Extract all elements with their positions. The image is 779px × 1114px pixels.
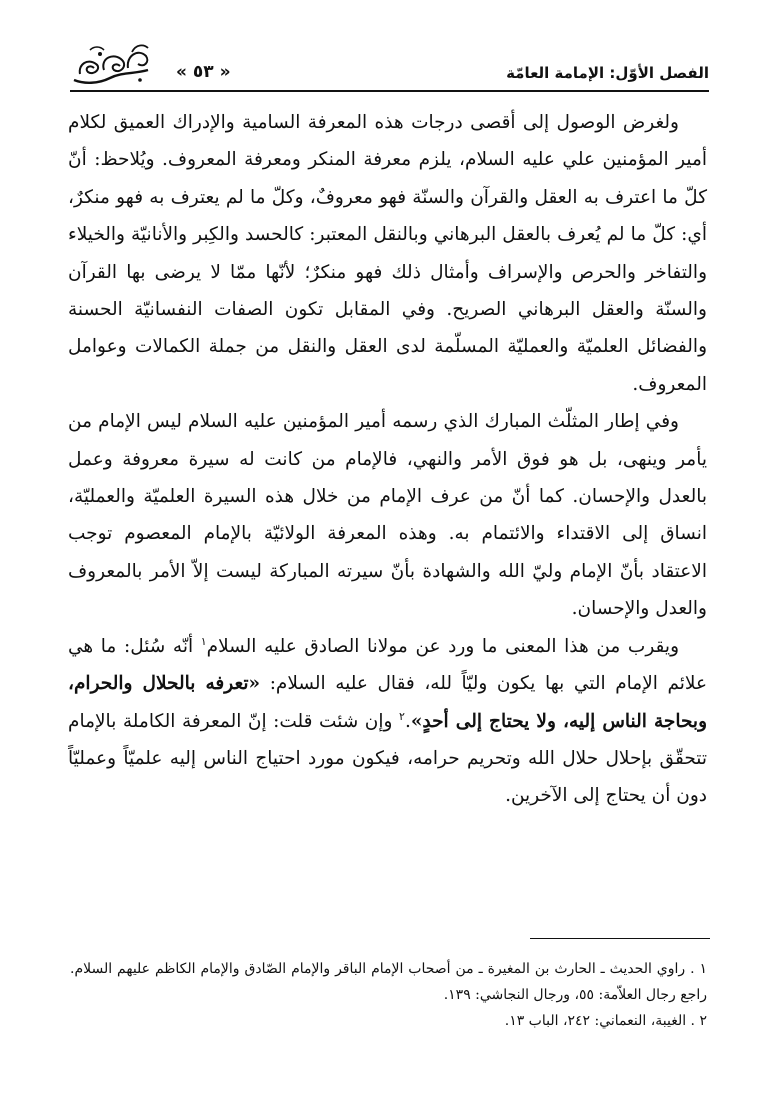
paragraph-3-part-c: .: [404, 710, 411, 732]
footnote-divider: [530, 938, 710, 939]
paragraph-3-part-a: ويقرب من هذا المعنى ما ورد عن مولانا الصادق عليه السلام: [206, 635, 680, 657]
footnote-ref-2[interactable]: ٢: [399, 709, 405, 723]
main-text: [68, 104, 707, 815]
header-left-cluster: [70, 40, 231, 88]
paragraph-3: [68, 628, 707, 815]
footnote-2: ٢ . الغيبة، النعماني: ٢٤٢، الباب ١٣.: [504, 1013, 707, 1029]
calligraphic-ornament-icon: [70, 40, 154, 88]
footnote-1: ١ . راوي الحديث ـ الحارث بن المغيرة ـ من أصحاب الإمام الباقر والإمام الصّادق والإمام الكاظم عليهم السلام. راجع رجال العلاّمة: ٥٥، ورجال النجاشي: ١٣٩.: [70, 961, 707, 1003]
header-divider: [70, 90, 709, 92]
page-header: [70, 36, 709, 88]
running-head: الفصل الأوّل: الإمامة العامّة: [506, 64, 709, 82]
page-number: « ٥٣ »: [176, 62, 231, 82]
paragraph-3-part-d: وإن شئت قلت: إنّ المعرفة الكاملة بالإمام تتحقّق بإحلال حلال الله وتحريم حرامه، فيكون مورد احتياج الناس إليه علميّاً وعمليّاً دون أن يحتاج إلى الآخرين.: [68, 710, 707, 807]
hadith-quote: «تعرفه بالحلال والحرام، وبحاجة الناس إليه، ولا يحتاج إلى أحدٍ»: [68, 673, 707, 732]
paragraph-1: ولغرض الوصول إلى أقصى درجات هذه المعرفة السامية والإدراك العميق لكلام أمير المؤمنين علي عليه السلام، يلزم معرفة المنكر ومعرفة المعروف. ويُلاحظ: أنّ كلّ ما اعترف به العقل والقرآن والسنّة فهو معروفٌ، وكلّ ما لم يعترف به فهو منكرٌ، أي: كلّ ما لم يُعرف بالعقل البرهاني وبالنقل المعتبر: كالحسد والكِبر والأنانيّة والخيلاء والتفاخر والحرص والإسراف وأمثال ذلك فهو منكرٌ؛ لأنّها ممّا لا يرضى بها القرآن والسنّة والعقل البرهاني الصريح. وفي المقابل تكون الصفات النفسانيّة الحسنة والفضائل العلميّة والعمليّة المسلّمة لدى العقل والنقل من جملة الكمالات وعوامل المعروف.: [68, 112, 707, 395]
paragraph-3-part-b: أنّه سُئل: ما هي علائم الإمام التي بها يكون وليّاً لله، فقال عليه السلام:: [68, 635, 707, 695]
paragraph-2: وفي إطار المثلّث المبارك الذي رسمه أمير المؤمنين عليه السلام ليس الإمام من يأمر وينهى، بل هو فوق الأمر والنهي، فالإمام من كانت له سيرة معروفة وعمل بالعدل والإحسان. كما أنّ من عرف الإمام من خلال هذه السيرة العلميّة والعمليّة، انساق إلى الاقتداء والائتمام به. وهذه المعرفة الولائيّة بالإمام المعصوم توجب الاعتقاد بأنّ الإمام وليّ الله والشهادة بأنّ سيرته المباركة ليست إلاّ الأمر بالمعروف والعدل والإحسان.: [68, 411, 707, 620]
footnotes: [70, 956, 707, 1034]
footnote-ref-1[interactable]: ١: [200, 634, 207, 648]
